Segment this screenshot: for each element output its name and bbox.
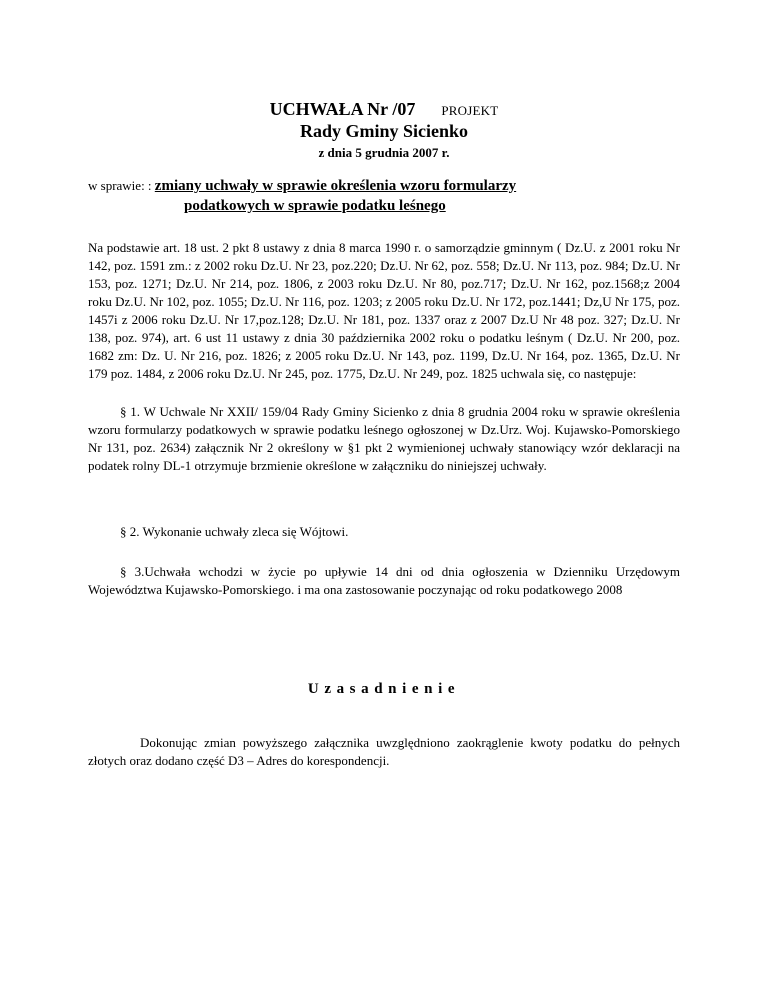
paragraph-1: § 1. W Uchwale Nr XXII/ 159/04 Rady Gminy Sicienko z dnia 8 grudnia 2004 roku w sprawie określenia wzoru formularzy podatkowych w sprawie podatku leśnego ogłoszonej w Dz.Urz. Woj. Kujawsko-Pomorskiego Nr 131, poz. 2634) załącznik Nr 2 określony w §1 pkt 2 wymienionej uchwały stanowiący wzór deklaracji na podatek rolny DL-1 otrzymuje brzmienie określone w załączniku do niniejszej uchwały. bbox=[88, 404, 680, 473]
subject-lead: w sprawie: : bbox=[88, 178, 155, 193]
resolution-title-line bbox=[0, 99, 768, 120]
resolution-title: UCHWAŁA Nr /07 bbox=[269, 99, 416, 119]
justification-paragraph: Dokonując zmian powyższego załącznika uwzględniono zaokrąglenie kwoty podatku do pełnych złotych oraz dodano część D3 – Adres do korespondencji. bbox=[88, 735, 680, 768]
subject-line-1: zmiany uchwały w sprawie określenia wzoru formularzy bbox=[154, 178, 517, 194]
paragraph-3: § 3.Uchwała wchodzi w życie po upływie 14 dni od dnia ogłoszenia w Dzienniku Urzędowym Województwa Kujawsko-Pomorskiego. i ma ona zastosowanie poczynając od roku podatkowego 2008 bbox=[88, 564, 680, 597]
justification-heading: Uzasadnienie bbox=[307, 681, 461, 697]
subject-line-2: podatkowych w sprawie podatku leśnego bbox=[184, 198, 446, 214]
legal-basis-paragraph: Na podstawie art. 18 ust. 2 pkt 8 ustawy z dnia 8 marca 1990 r. o samorządzie gminnym ( Dz.U. z 2001 roku Nr 142, poz. 1591 zm.: z 2002 roku Dz.U. Nr 23, poz.220; Dz.U. Nr 62, poz. 558; Dz.U. Nr 113, poz. 984; Dz.U. Nr 153, poz. 1271; Dz.U. Nr 214, poz. 1806, z 2003 roku Dz.U. Nr 80, poz.717; Dz.U. Nr 162, poz.1568;z 2004 roku Dz.U. Nr 102, poz. 1055; Dz.U. Nr 116, poz. 1203; z 2005 roku Dz.U. Nr 172, poz.1441; Dz,U Nr 175, poz. 1457i z 2006 roku Dz.U. Nr 17,poz.128; Dz.U. Nr 181, poz. 1337 oraz z 2007 Dz.U Nr 48 poz. 327; Dz.U. Nr 138, poz. 974), art. 6 ust 11 ustawy z dnia 30 października 2002 roku o podatku leśnym ( Dz.U. Nr 200, poz. 1682 zm: Dz. U. Nr 216, poz. 1826; z 2005 roku Dz.U. Nr 143, poz. 1199, Dz.U. Nr 164, poz. 1365, Dz.U. Nr 179 poz. 1484, z 2006 roku Dz.U. Nr 245, poz. 1775, Dz.U. Nr 249, poz. 1825 uchwala się, co następuje: bbox=[88, 240, 680, 381]
resolution-date: z dnia 5 grudnia 2007 r. bbox=[318, 145, 450, 160]
draft-status-label: PROJEKT bbox=[441, 103, 499, 118]
subject-block bbox=[88, 176, 688, 216]
paragraph-2: § 2. Wykonanie uchwały zleca się Wójtowi. bbox=[120, 524, 349, 539]
issuer-heading: Rady Gminy Sicienko bbox=[299, 121, 469, 141]
